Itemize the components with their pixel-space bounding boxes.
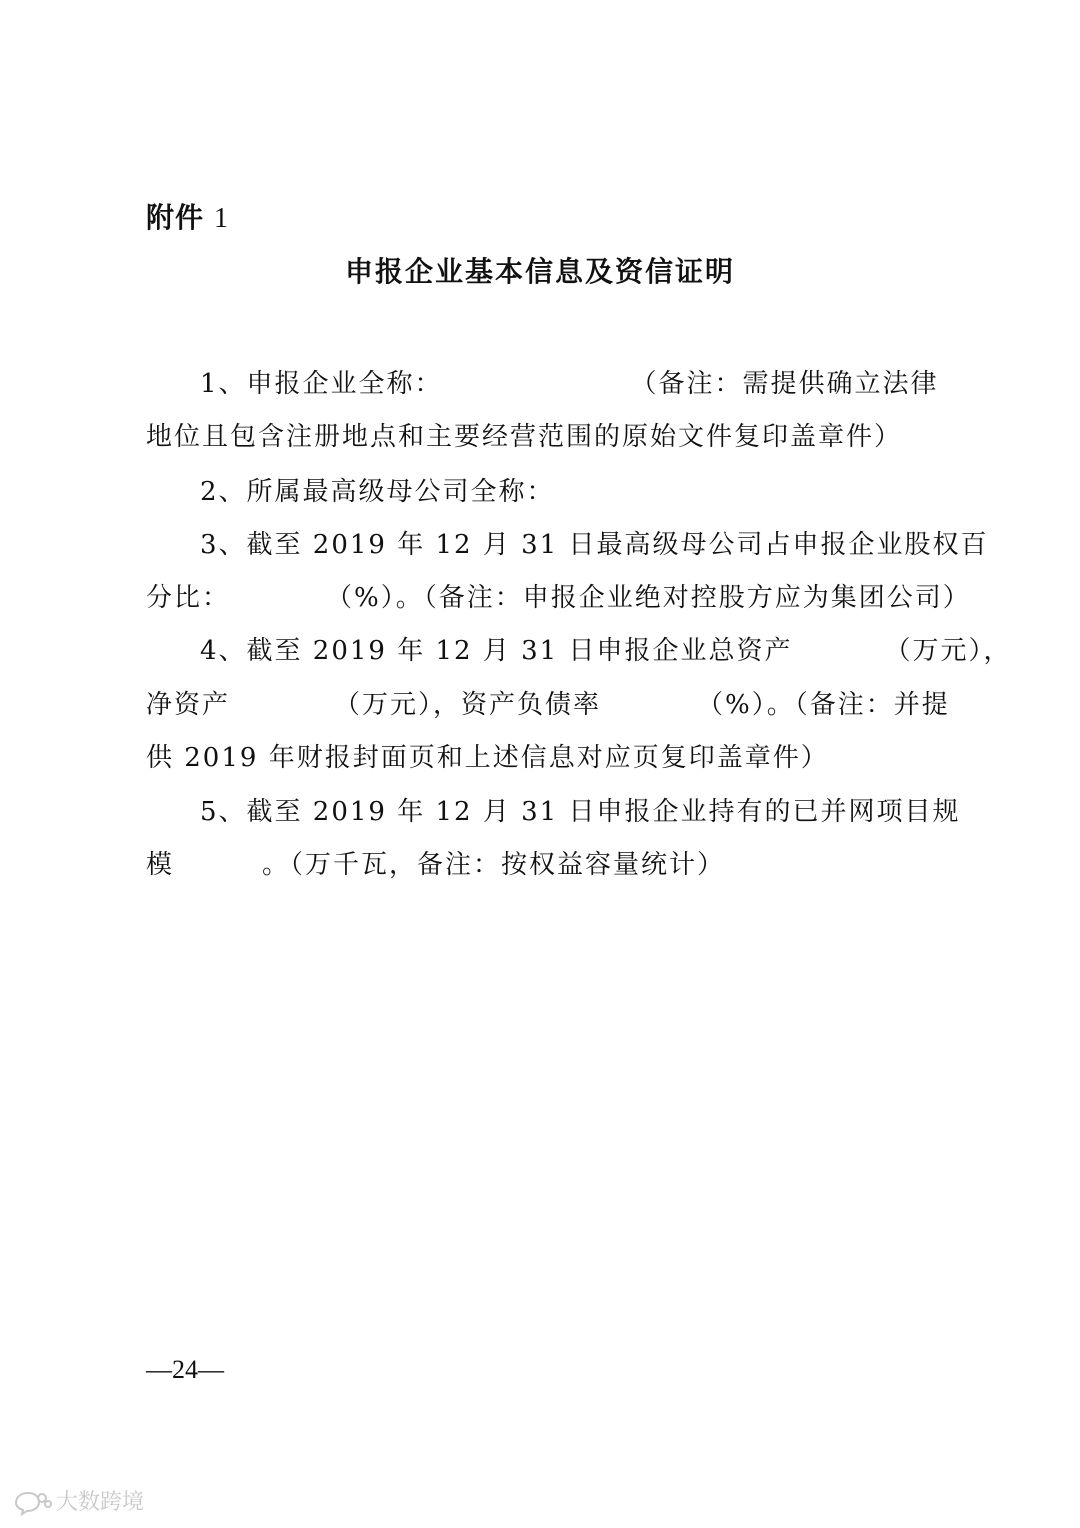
item-1-line-2: 地位且包含注册地点和主要经营范围的原始文件复印盖章件） (146, 422, 903, 452)
item-1-line-1 (200, 364, 939, 404)
item-5-line-1: 5、截至 2019 年 12 月 31 日申报企业持有的已并网项目规 (200, 797, 961, 827)
item-2-line-1: 2、所属最高级母公司全称： (200, 477, 555, 507)
watermark (12, 1488, 144, 1518)
item-4-line-3: 供 2019 年财报封面页和上述信息对应页复印盖章件） (146, 743, 829, 773)
item-3-label: 分比： (146, 583, 231, 613)
item-3-line-2 (146, 578, 971, 618)
item-5-note: 。（万千瓦，备注：按权益容量统计） (262, 850, 726, 880)
page-number: —24— (146, 1355, 224, 1384)
item-4-note: （%）。（备注：并提 (697, 690, 950, 720)
item-4-net-assets-label: 净资产 (146, 690, 231, 720)
item-4-total-assets-unit: （万元）， (884, 636, 1012, 666)
item-4-line-1 (200, 631, 1011, 671)
document-title: 申报企业基本信息及资信证明 (344, 255, 735, 288)
item-5-line-2 (146, 845, 725, 885)
item-3-note: （%）。（备注：申报企业绝对控股方应为集团公司） (326, 583, 971, 613)
item-4-debt-ratio-label: （万元），资产负债率 (334, 690, 602, 720)
attachment-heading (146, 196, 229, 241)
watermark-text: 大数跨境 (56, 1490, 145, 1515)
item-5-label: 模 (146, 850, 175, 880)
item-3-line-1: 3、截至 2019 年 12 月 31 日最高级母公司占申报企业股权百 (200, 530, 989, 560)
attachment-label: 附件 (146, 201, 205, 234)
item-4-total-assets-label: 4、截至 2019 年 12 月 31 日申报企业总资产 (200, 636, 793, 666)
item-1-note: （备注：需提供确立法律 (630, 369, 939, 399)
item-1-label: 1、申报企业全称： (200, 369, 443, 399)
speech-bubble-logo-icon (12, 1490, 52, 1516)
attachment-number: 1 (214, 203, 230, 234)
item-4-line-2 (146, 685, 950, 725)
